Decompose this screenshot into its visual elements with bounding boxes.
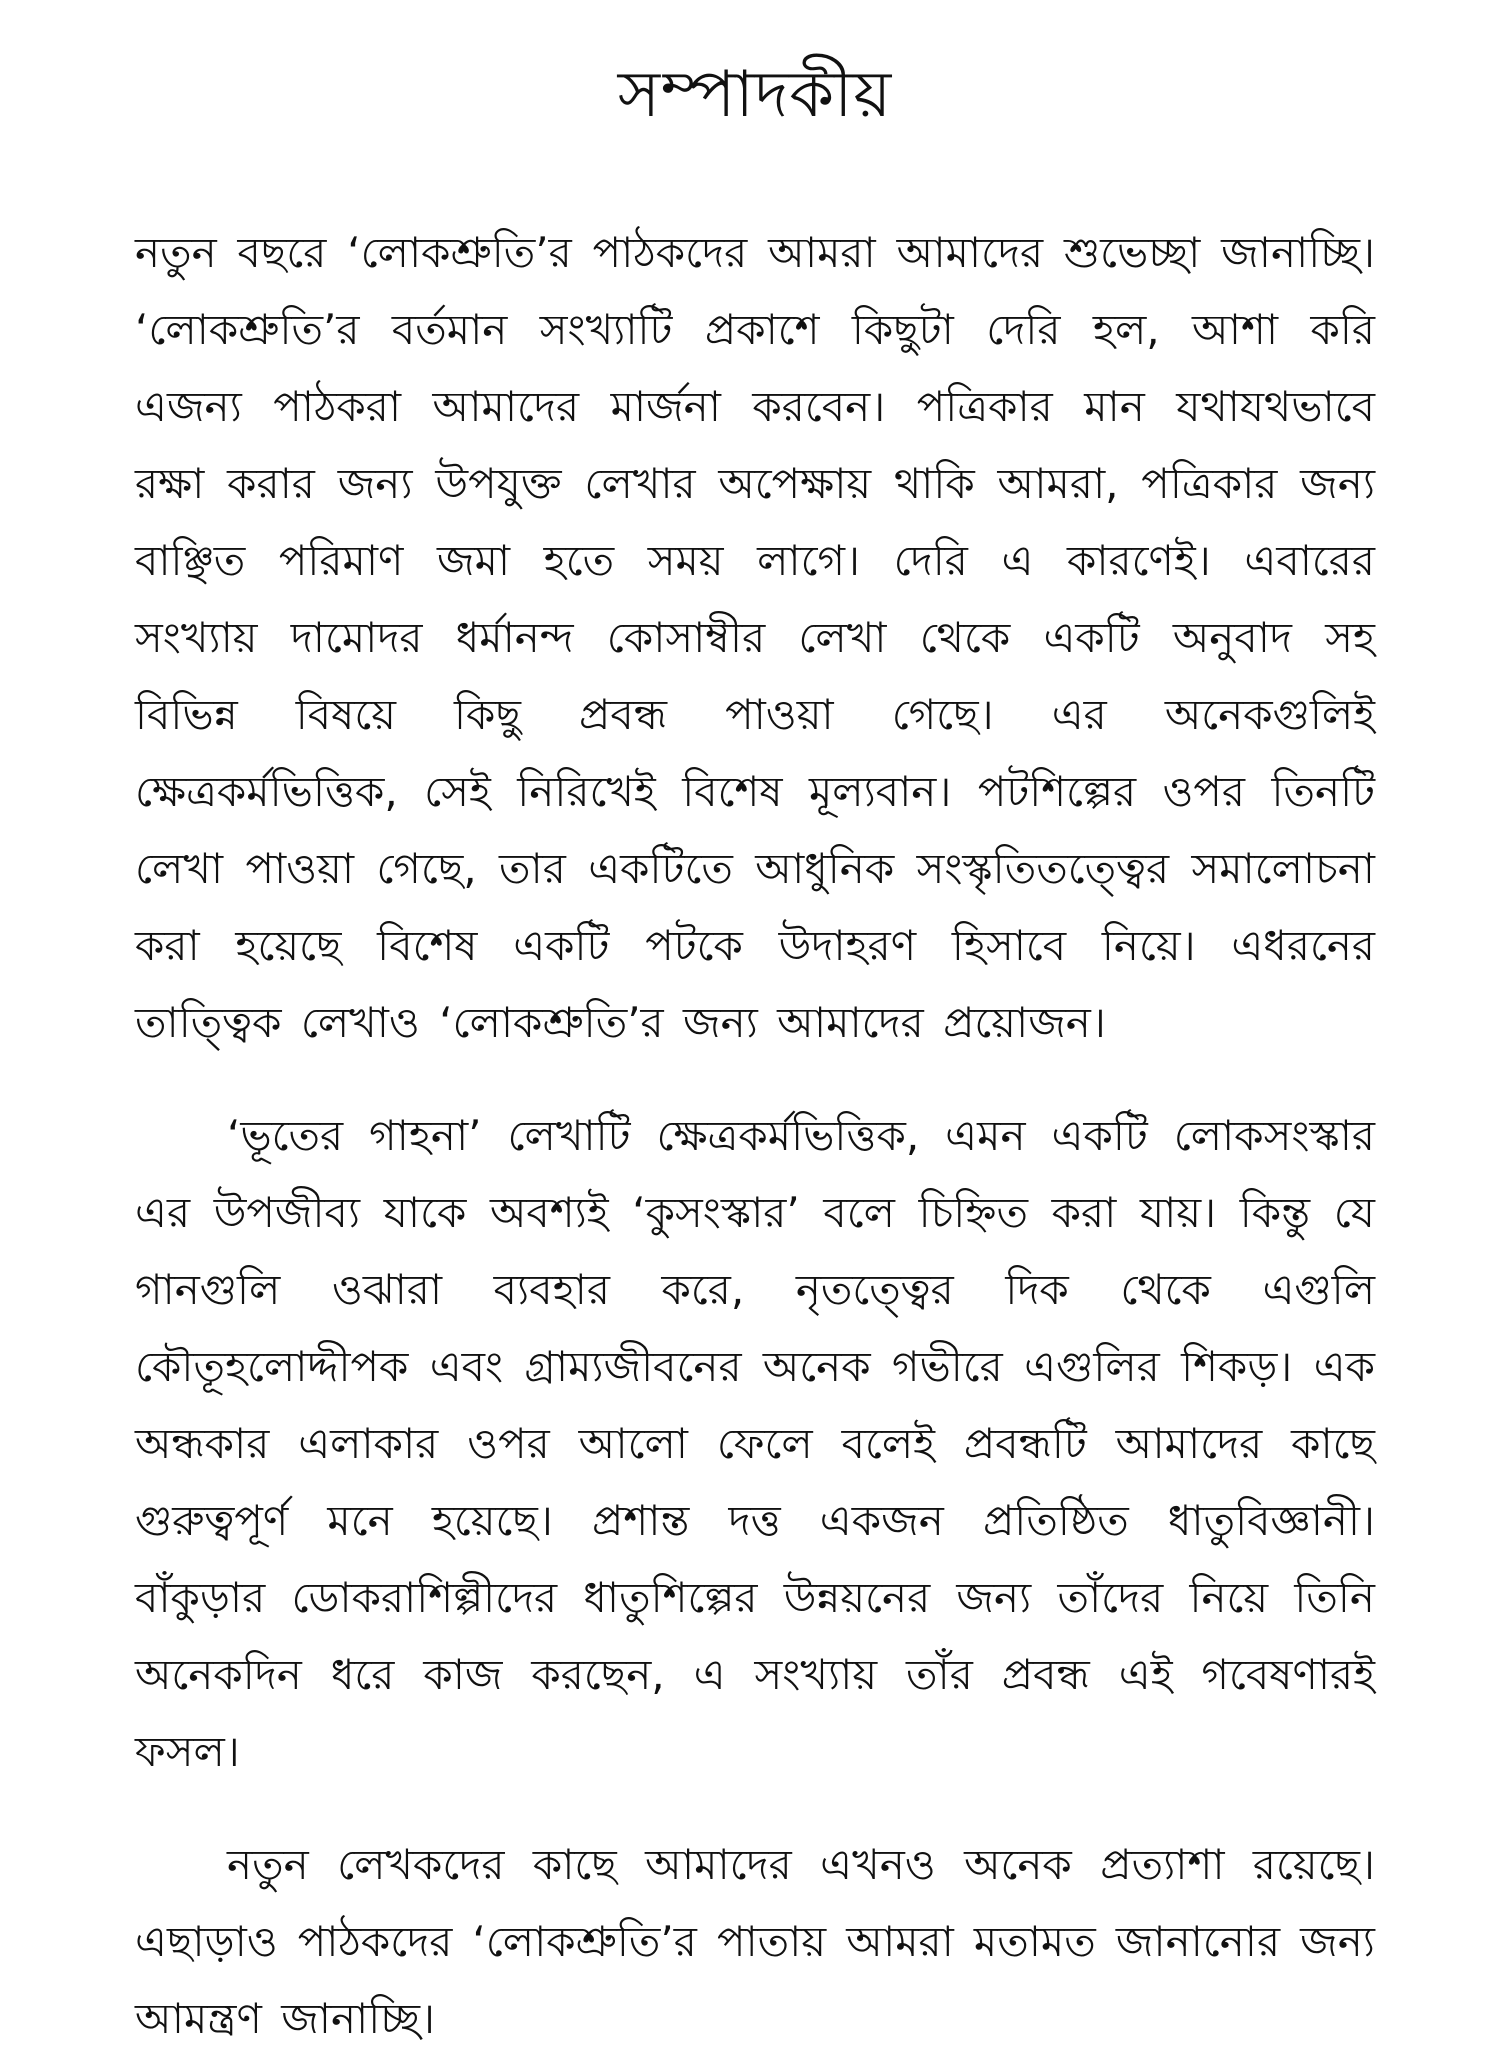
paragraph-1: নতুন বছরে ‘লোকশ্রুতি’র পাঠকদের আমরা আমাদের শুভেচ্ছা জানাচ্ছি। ‘লোকশ্রুতি’র বর্তমান সংখ্যাটি প্রকাশে কিছুটা দেরি হল, আশা করি এজন্য পাঠকরা আমাদের মার্জনা করবেন। পত্রিকার মান যথাযথভাবে রক্ষা করার জন্য উপযুক্ত লেখার অপেক্ষায় থাকি আমরা, পত্রিকার জন্য বাঞ্ছিত পরিমাণ জমা হতে সময় লাগে। দেরি এ কারণেই। এবারের সংখ্যায় দামোদর ধর্মানন্দ কোসাম্বীর লেখা থেকে একটি অনুবাদ সহ বিভিন্ন বিষয়ে কিছু প্রবন্ধ পাওয়া গেছে। এর অনেকগুলিই ক্ষেত্রকর্মভিত্তিক, সেই নিরিখেই বিশেষ মূল্যবান। পটশিল্পের ওপর তিনটি লেখা পাওয়া গেছে, তার একটিতে আধুনিক সংস্কৃতিতত্ত্বের সমালোচনা করা হয়েছে বিশেষ একটি পটকে উদাহরণ হিসাবে নিয়ে। এধরনের তাত্ত্বিক লেখাও ‘লোকশ্রুতি’র জন্য আমাদের প্রয়োজন।	[135, 228, 1375, 1047]
page-title: সম্পাদকীয়	[617, 58, 893, 132]
editorial-page	[135, 40, 1375, 2043]
paragraph-3: নতুন লেখকদের কাছে আমাদের এখনও অনেক প্রত্যাশা রয়েছে। এছাড়াও পাঠকদের ‘লোকশ্রুতি’র পাতায় আমরা মতামত জানানোর জন্য আমন্ত্রণ জানাচ্ছি।	[135, 1840, 1375, 2043]
paragraph-2: ‘ভূতের গাহনা’ লেখাটি ক্ষেত্রকর্মভিত্তিক, এমন একটি লোকসংস্কার এর উপজীব্য যাকে অবশ্যই ‘কুসংস্কার’ বলে চিহ্নিত করা যায়। কিন্তু যে গানগুলি ওঝারা ব্যবহার করে, নৃতত্ত্বের দিক থেকে এগুলি কৌতূহলোদ্দীপক এবং গ্রাম্যজীবনের অনেক গভীরে এগুলির শিকড়। এক অন্ধকার এলাকার ওপর আলো ফেলে বলেই প্রবন্ধটি আমাদের কাছে গুরুত্বপূর্ণ মনে হয়েছে। প্রশান্ত দত্ত একজন প্রতিষ্ঠিত ধাতুবিজ্ঞানী। বাঁকুড়ার ডোকরাশিল্পীদের ধাতুশিল্পের উন্নয়নের জন্য তাঁদের নিয়ে তিনি অনেকদিন ধরে কাজ করছেন, এ সংখ্যায় তাঁর প্রবন্ধ এই গবেষণারই ফসল।	[135, 1111, 1375, 1776]
